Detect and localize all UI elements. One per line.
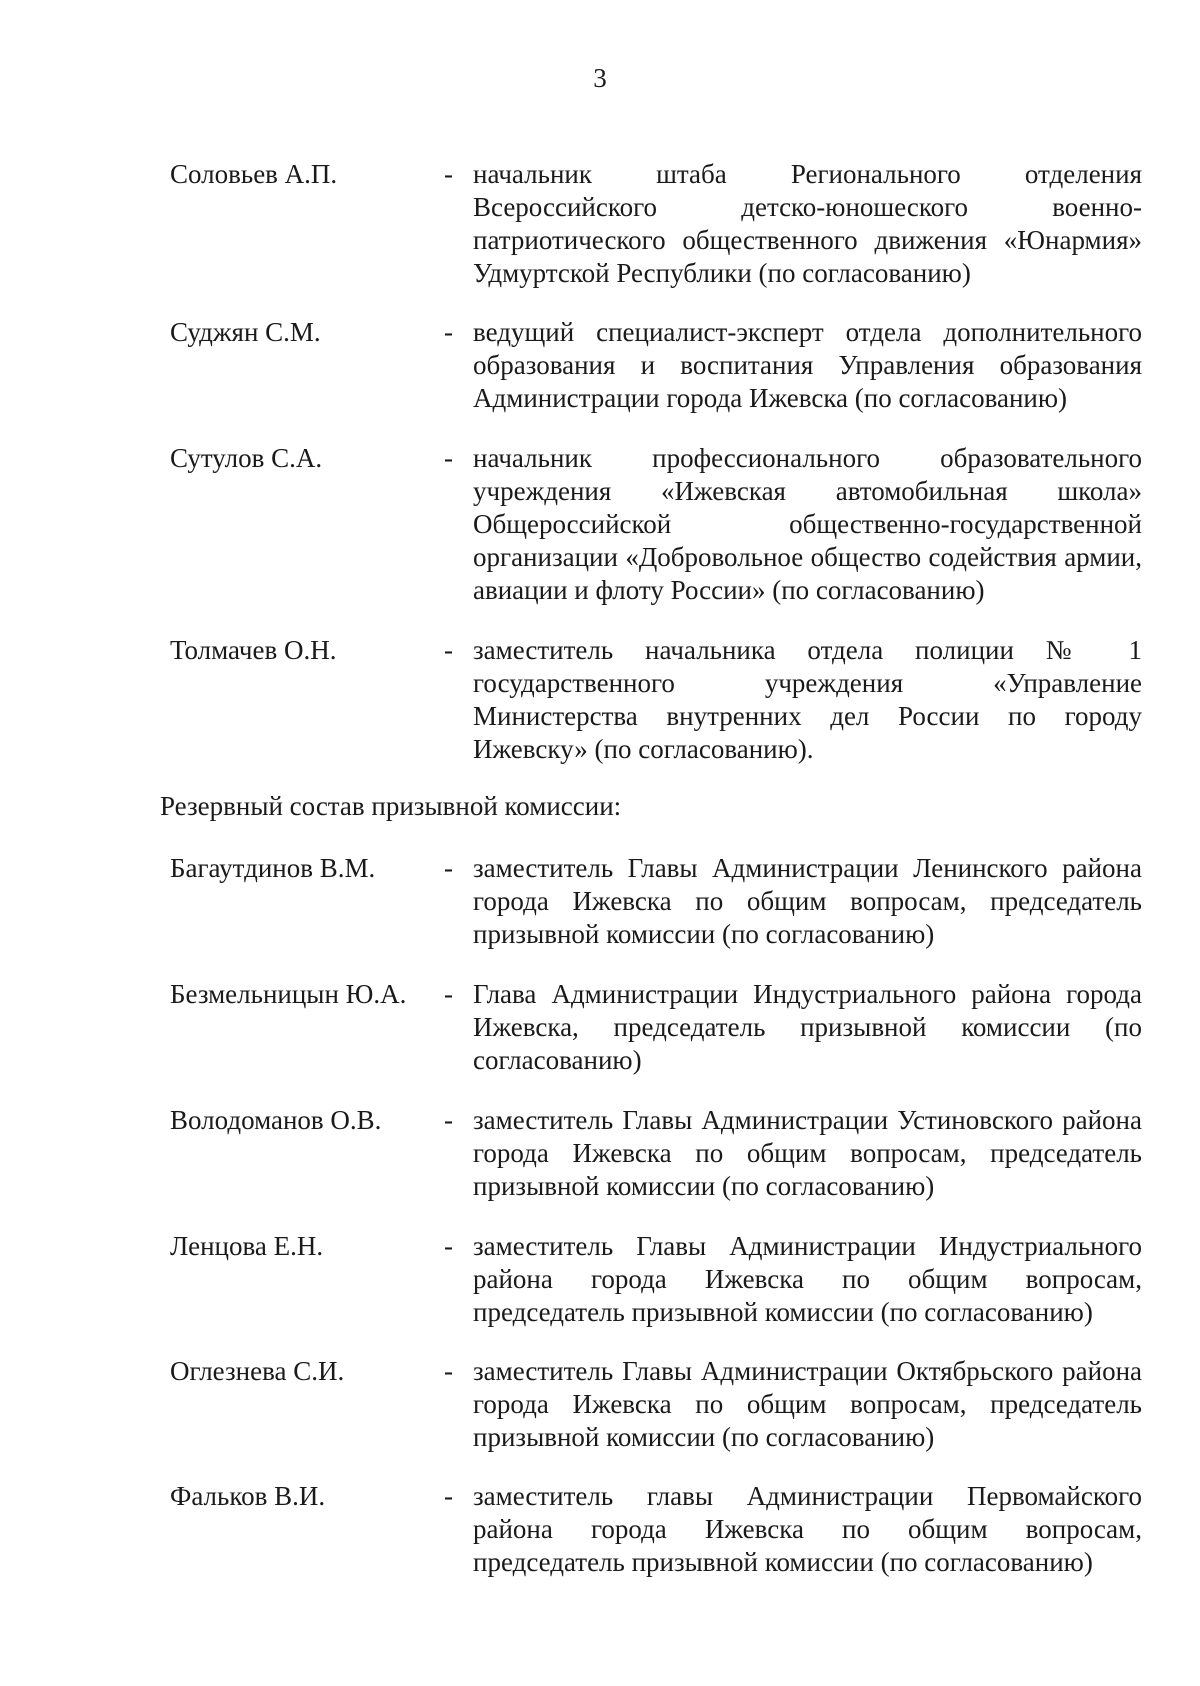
member-name: Соловьев А.П. (170, 159, 338, 189)
member-name: Багаутдинов В.М. (170, 853, 376, 883)
member-name: Фальков В.И. (170, 1481, 326, 1511)
member-name: Суджян С.М. (170, 317, 321, 347)
reserve-member-entry (170, 1480, 1142, 1579)
member-position: ведущий специалист-эксперт отдела дополнительного образования и воспитания Управления образования Администрации города Ижевска (по согласованию) (473, 317, 1142, 413)
entry-dash: - (444, 979, 453, 1009)
page-number: 3 (593, 63, 607, 93)
member-name: Сутулов С.А. (170, 443, 323, 473)
member-position: начальник штаба Регионального отделения Всероссийского детско-юношеского военно-патриотического общественного движения «Юнармия» Удмуртской Республики (по согласованию) (473, 159, 1142, 288)
member-position: заместитель главы Администрации Первомайского района города Ижевска по общим вопросам, председатель призывной комиссии (по согласованию) (473, 1481, 1142, 1577)
member-name: Володоманов О.В. (170, 1105, 382, 1135)
entry-dash: - (444, 853, 453, 883)
entry-dash: - (444, 1105, 453, 1135)
member-entry (170, 316, 1142, 415)
member-name: Безмельницын Ю.А. (170, 979, 407, 1009)
member-entry (170, 634, 1142, 766)
entry-dash: - (444, 1481, 453, 1511)
entry-dash: - (444, 159, 453, 189)
reserve-section-heading: Резервный состав призывной комиссии: (160, 791, 622, 821)
reserve-member-entry (170, 1104, 1142, 1203)
entry-dash: - (444, 1356, 453, 1386)
member-entry (170, 158, 1142, 290)
reserve-member-entry (170, 1230, 1142, 1329)
entry-dash: - (444, 635, 453, 665)
member-position: заместитель начальника отдела полиции № 1 государственного учреждения «Управление Министерства внутренних дел России по городу Ижевску» (по согласованию). (473, 635, 1142, 764)
member-position: заместитель Главы Администрации Ленинского района города Ижевска по общим вопросам, председатель призывной комиссии (по согласованию) (473, 853, 1142, 949)
reserve-member-entry (170, 852, 1142, 951)
member-name: Оглезнева С.И. (170, 1356, 345, 1386)
member-entry (170, 442, 1142, 607)
member-name: Ленцова Е.Н. (170, 1231, 324, 1261)
member-position: заместитель Главы Администрации Октябрьского района города Ижевска по общим вопросам, председатель призывной комиссии (по согласованию) (473, 1356, 1142, 1452)
member-position: заместитель Главы Администрации Индустриального района города Ижевска по общим вопросам, председатель призывной комиссии (по согласованию) (473, 1231, 1142, 1327)
member-position: начальник профессионального образовательного учреждения «Ижевская автомобильная школа» Общероссийской общественно-государственной организации «Добровольное общество содействия армии, авиации и флоту России» (по согласованию) (473, 443, 1142, 605)
entry-dash: - (444, 1231, 453, 1261)
member-position: Глава Администрации Индустриального района города Ижевска, председатель призывной комиссии (по согласованию) (473, 979, 1142, 1075)
entry-dash: - (444, 443, 453, 473)
reserve-member-entry (170, 978, 1142, 1077)
member-name: Толмачев О.Н. (170, 635, 337, 665)
reserve-member-entry (170, 1355, 1142, 1454)
member-position: заместитель Главы Администрации Устиновского района города Ижевска по общим вопросам, председатель призывной комиссии (по согласованию) (473, 1105, 1142, 1201)
entry-dash: - (444, 317, 453, 347)
